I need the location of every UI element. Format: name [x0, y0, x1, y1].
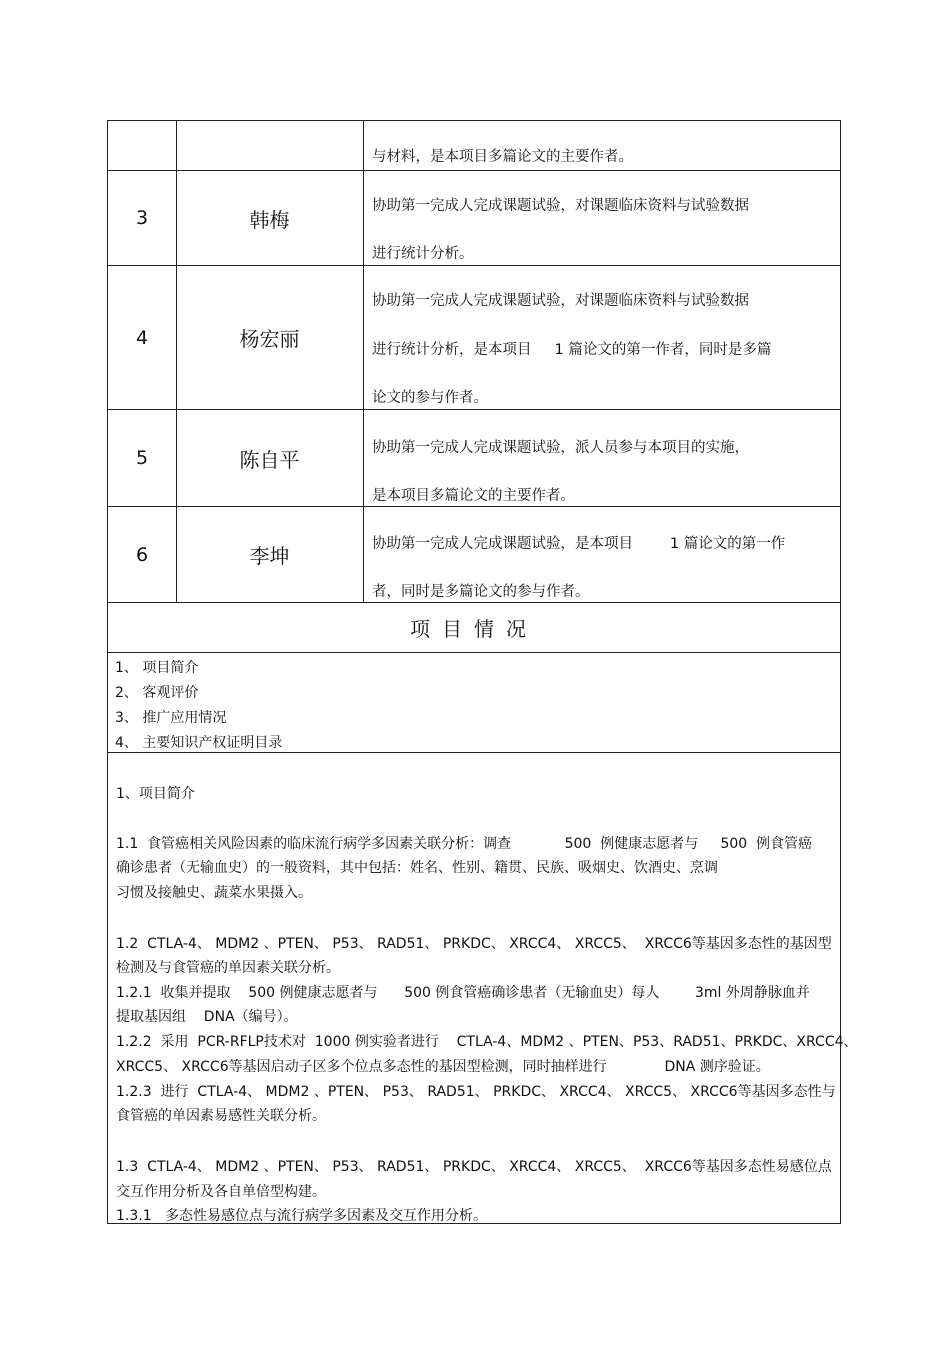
member-number-cell: 6 [108, 507, 177, 602]
body-line: 1.2 CTLA-4、 MDM2 、PTEN、 P53、 RAD51、 PRKDC、 XRCC4、 XRCC5、 XRCC6等基因多态性的基因型 [116, 936, 832, 952]
contribution-line: 者，同时是多篇论文的参与作者。 [372, 584, 590, 600]
body-line: 1.2.2 采用 PCR-RFLP技术对 1000 例实验者进行 CTLA-4、MDM2 、PTEN、P53、RAD51、PRKDC、XRCC4、 [116, 1034, 858, 1050]
project-intro-body [108, 753, 858, 1224]
member-name-cell: 韩梅 [176, 171, 364, 265]
member-row [108, 507, 840, 603]
outline-item: 3、 推广应用情况 [115, 710, 227, 726]
contribution-line: 协助第一完成人完成课题试验，是本项目 1 篇论文的第一作 [372, 536, 786, 552]
body-line: 1.2.3 进行 CTLA-4、 MDM2 、PTEN、 P53、 RAD51、 PRKDC、 XRCC4、 XRCC5、 XRCC6等基因多态性与 [116, 1084, 836, 1100]
outline-item: 1、 项目简介 [115, 660, 199, 676]
contribution-line: 协助第一完成人完成课题试验，对课题临床资料与试验数据 [372, 198, 749, 214]
contribution-line: 进行统计分析，是本项目 1 篇论文的第一作者，同时是多篇 [372, 342, 772, 358]
member-number-cell [108, 121, 177, 170]
contribution-line: 进行统计分析。 [372, 246, 474, 262]
section-heading: 1、项目简介 [116, 786, 195, 802]
member-name-cell: 陈自平 [176, 410, 364, 506]
member-number-cell: 5 [108, 410, 177, 506]
project-form-table [107, 120, 858, 1224]
member-row [108, 171, 840, 266]
body-line: 1.3.1 多态性易感位点与流行病学多因素及交互作用分析。 [116, 1208, 487, 1224]
outline-item: 4、 主要知识产权证明目录 [115, 735, 283, 751]
member-name-cell [176, 121, 364, 170]
body-line: 提取基因组 DNA（编号）。 [116, 1009, 298, 1025]
member-contribution-cell [363, 171, 840, 265]
section-outline [108, 653, 840, 753]
member-number-cell: 4 [108, 266, 177, 409]
member-number-cell: 3 [108, 171, 177, 265]
contribution-line: 协助第一完成人完成课题试验，对课题临床资料与试验数据 [372, 293, 749, 309]
member-row-continued [108, 121, 840, 171]
body-line: 1.1 食管癌相关风险因素的临床流行病学多因素关联分析：调查 500 例健康志愿者与 500 例食管癌 [116, 836, 813, 852]
contribution-line: 协助第一完成人完成课题试验，派人员参与本项目的实施， [372, 440, 749, 456]
body-line: 习惯及接触史、蔬菜水果摄入。 [116, 885, 312, 901]
member-contribution-cell [363, 121, 840, 170]
section-title: 项目情况 [108, 603, 840, 653]
contribution-line: 论文的参与作者。 [372, 390, 488, 406]
contribution-line: 与材料，是本项目多篇论文的主要作者。 [372, 149, 633, 165]
body-line: 交互作用分析及各自单倍型构建。 [116, 1184, 326, 1200]
body-line: 食管癌的单因素易感性关联分析。 [116, 1108, 326, 1124]
member-contribution-cell [363, 266, 840, 409]
body-line: 检测及与食管癌的单因素关联分析。 [116, 960, 340, 976]
contribution-line: 是本项目多篇论文的主要作者。 [372, 488, 575, 504]
member-name-cell: 杨宏丽 [176, 266, 364, 409]
body-line: 1.3 CTLA-4、 MDM2 、PTEN、 P53、 RAD51、 PRKDC、 XRCC4、 XRCC5、 XRCC6等基因多态性易感位点 [116, 1159, 832, 1175]
member-contribution-cell [363, 507, 840, 602]
member-row [108, 410, 840, 507]
member-contribution-cell [363, 410, 840, 506]
outline-item: 2、 客观评价 [115, 685, 199, 701]
body-line: 确诊患者（无输血史）的一般资料，其中包括：姓名、性别、籍贯、民族、吸烟史、饮酒史、烹调 [116, 860, 718, 876]
body-line: XRCC5、 XRCC6等基因启动子区多个位点多态性的基因型检测，同时抽样进行 DNA 测序验证。 [116, 1059, 770, 1075]
body-line: 1.2.1 收集并提取 500 例健康志愿者与 500 例食管癌确诊患者（无输血史）每人 3ml 外周静脉血并 [116, 985, 810, 1001]
member-name-cell: 李坤 [176, 507, 364, 602]
member-row [108, 266, 840, 410]
